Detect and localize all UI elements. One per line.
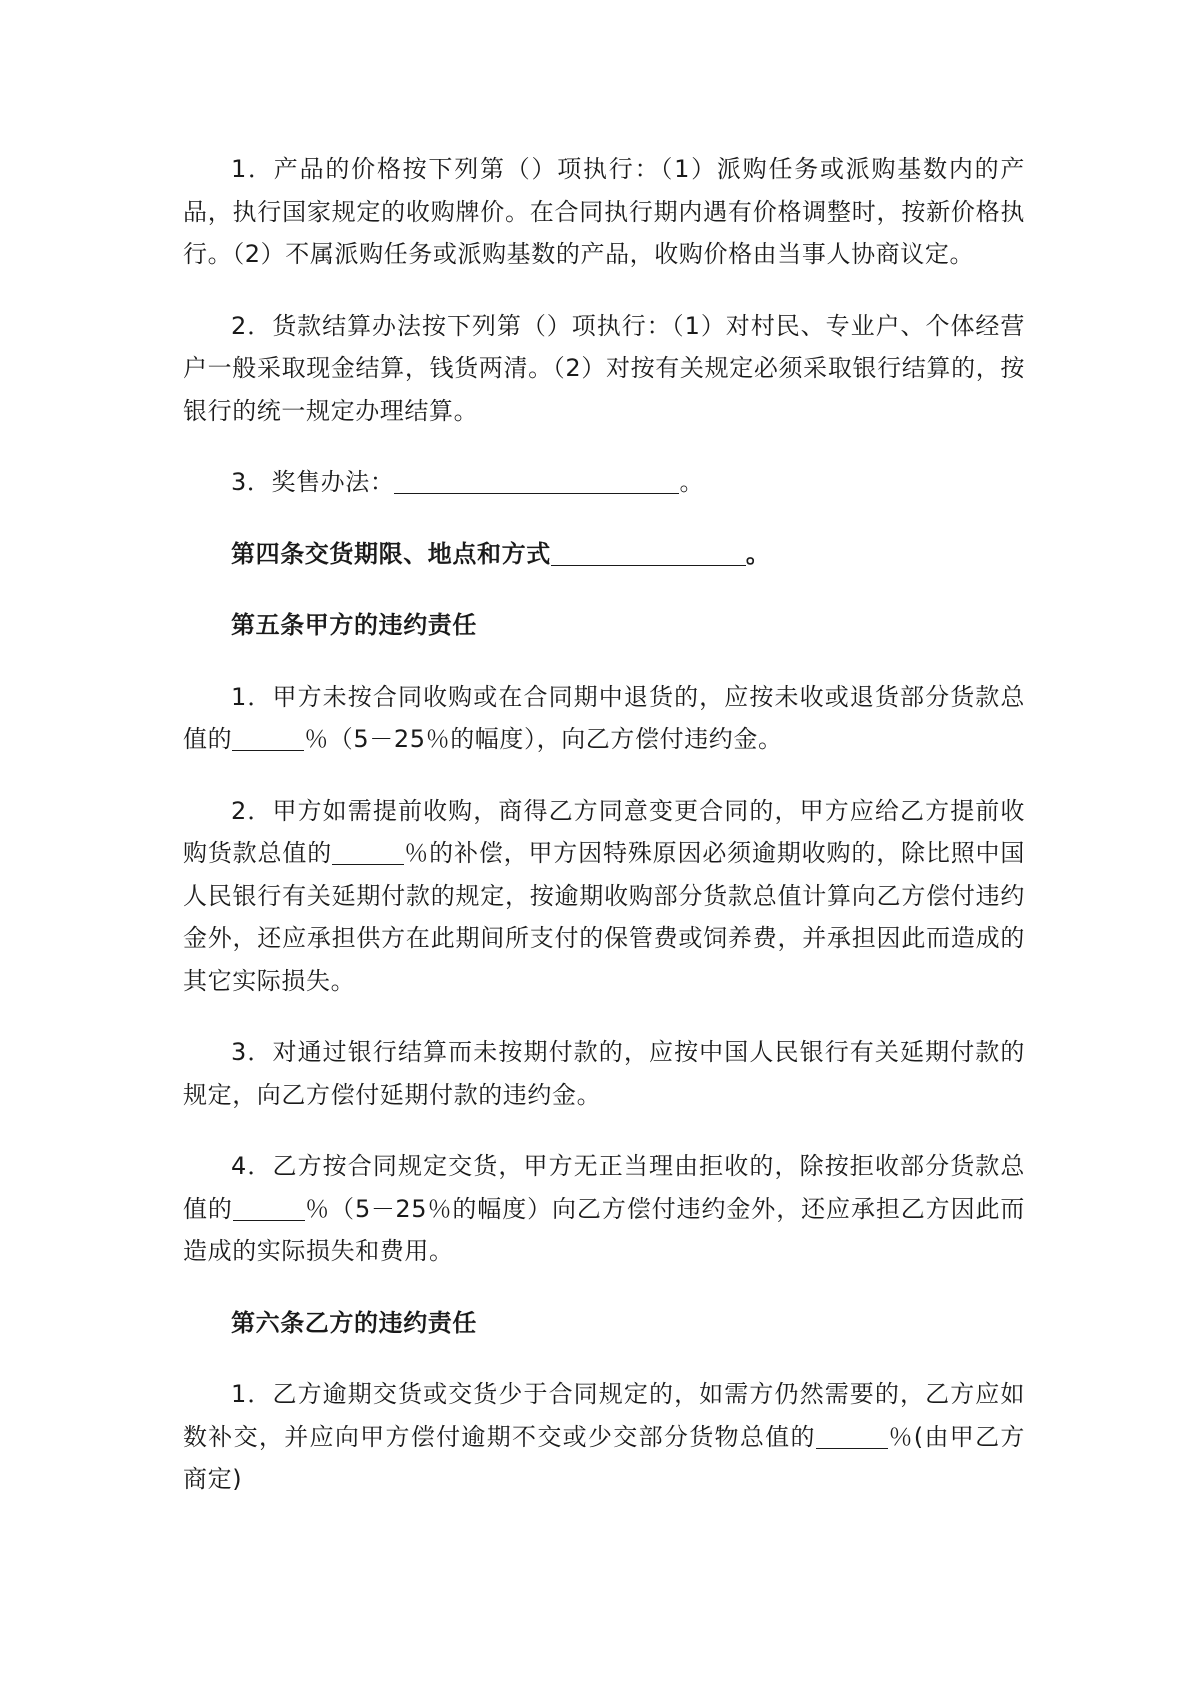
paragraph-bonus-sale-end: 。 [679,468,705,496]
paragraph-price [183,148,1025,276]
paragraph-bonus-sale-text: 3．奖售办法： [231,468,395,496]
fill-in-blank [232,722,304,751]
heading-article-6-text: 第六条乙方的违约责任 [231,1308,477,1337]
paragraph-5-1 [183,676,1025,761]
paragraph-6-1-text: 1．乙方逾期交货或交货少于合同规定的，如需方仍然需要的，乙方应如数补交，并应向甲方偿付逾期不交或少交部分货物总值的 [183,1380,1025,1451]
fill-in-blank [816,1420,888,1449]
paragraph-5-4-end: ％（5－25％的幅度）向乙方偿付违约金外，还应承担乙方因此而造成的实际损失和费用。 [183,1194,1025,1265]
paragraph-5-1-end: ％（5－25％的幅度），向乙方偿付违约金。 [304,725,783,753]
fill-in-blank [551,537,746,566]
heading-article-4-end: 。 [745,539,771,568]
paragraph-price-text: 1．产品的价格按下列第（）项执行：（1）派购任务或派购基数内的产品，执行国家规定的收购牌价。在合同执行期内遇有价格调整时，按新价格执行。（2）不属派购任务或派购基数的产品，收购价格由当事人协商议定。 [183,155,1025,268]
heading-article-5 [183,604,1025,647]
heading-article-4 [183,533,1025,576]
fill-in-blank [332,836,404,865]
paragraph-5-3-text: 3．对通过银行结算而未按期付款的，应按中国人民银行有关延期付款的规定，向乙方偿付延期付款的违约金。 [183,1038,1025,1109]
paragraph-6-1 [183,1373,1025,1501]
paragraph-settlement [183,305,1025,433]
fill-in-blank [394,465,679,494]
paragraph-5-2-text: 2．甲方如需提前收购，商得乙方同意变更合同的，甲方应给乙方提前收购货款总值的 [183,796,1025,867]
paragraph-settlement-text: 2．货款结算办法按下列第（）项执行：（1）对村民、专业户、个体经营户一般采取现金结算，钱货两清。（2）对按有关规定必须采取银行结算的，按银行的统一规定办理结算。 [183,311,1025,425]
paragraph-5-1-text: 1．甲方未按合同收购或在合同期中退货的，应按未收或退货部分货款总值的 [183,682,1025,753]
fill-in-blank [233,1192,305,1221]
paragraph-5-3 [183,1031,1025,1116]
heading-article-6 [183,1302,1025,1345]
paragraph-5-4-text: 4．乙方按合同规定交货，甲方无正当理由拒收的，除按拒收部分货款总值的 [183,1152,1025,1223]
paragraph-5-2 [183,790,1025,1003]
paragraph-6-1-end: ％(由甲乙方商定) [183,1422,1025,1493]
paragraph-5-4 [183,1145,1025,1273]
paragraph-5-2-end: ％的补偿，甲方因特殊原因必须逾期收购的，除比照中国人民银行有关延期付款的规定，按逾期收购部分货款总值计算向乙方偿付违约金外，还应承担供方在此期间所支付的保管费或饲养费，并承担因此而造成的其它实际损失。 [183,839,1025,995]
document-page [183,0,1025,1698]
paragraph-bonus-sale [183,461,1025,504]
heading-article-4-text: 第四条交货期限、地点和方式 [231,539,551,568]
heading-article-5-text: 第五条甲方的违约责任 [231,611,477,639]
